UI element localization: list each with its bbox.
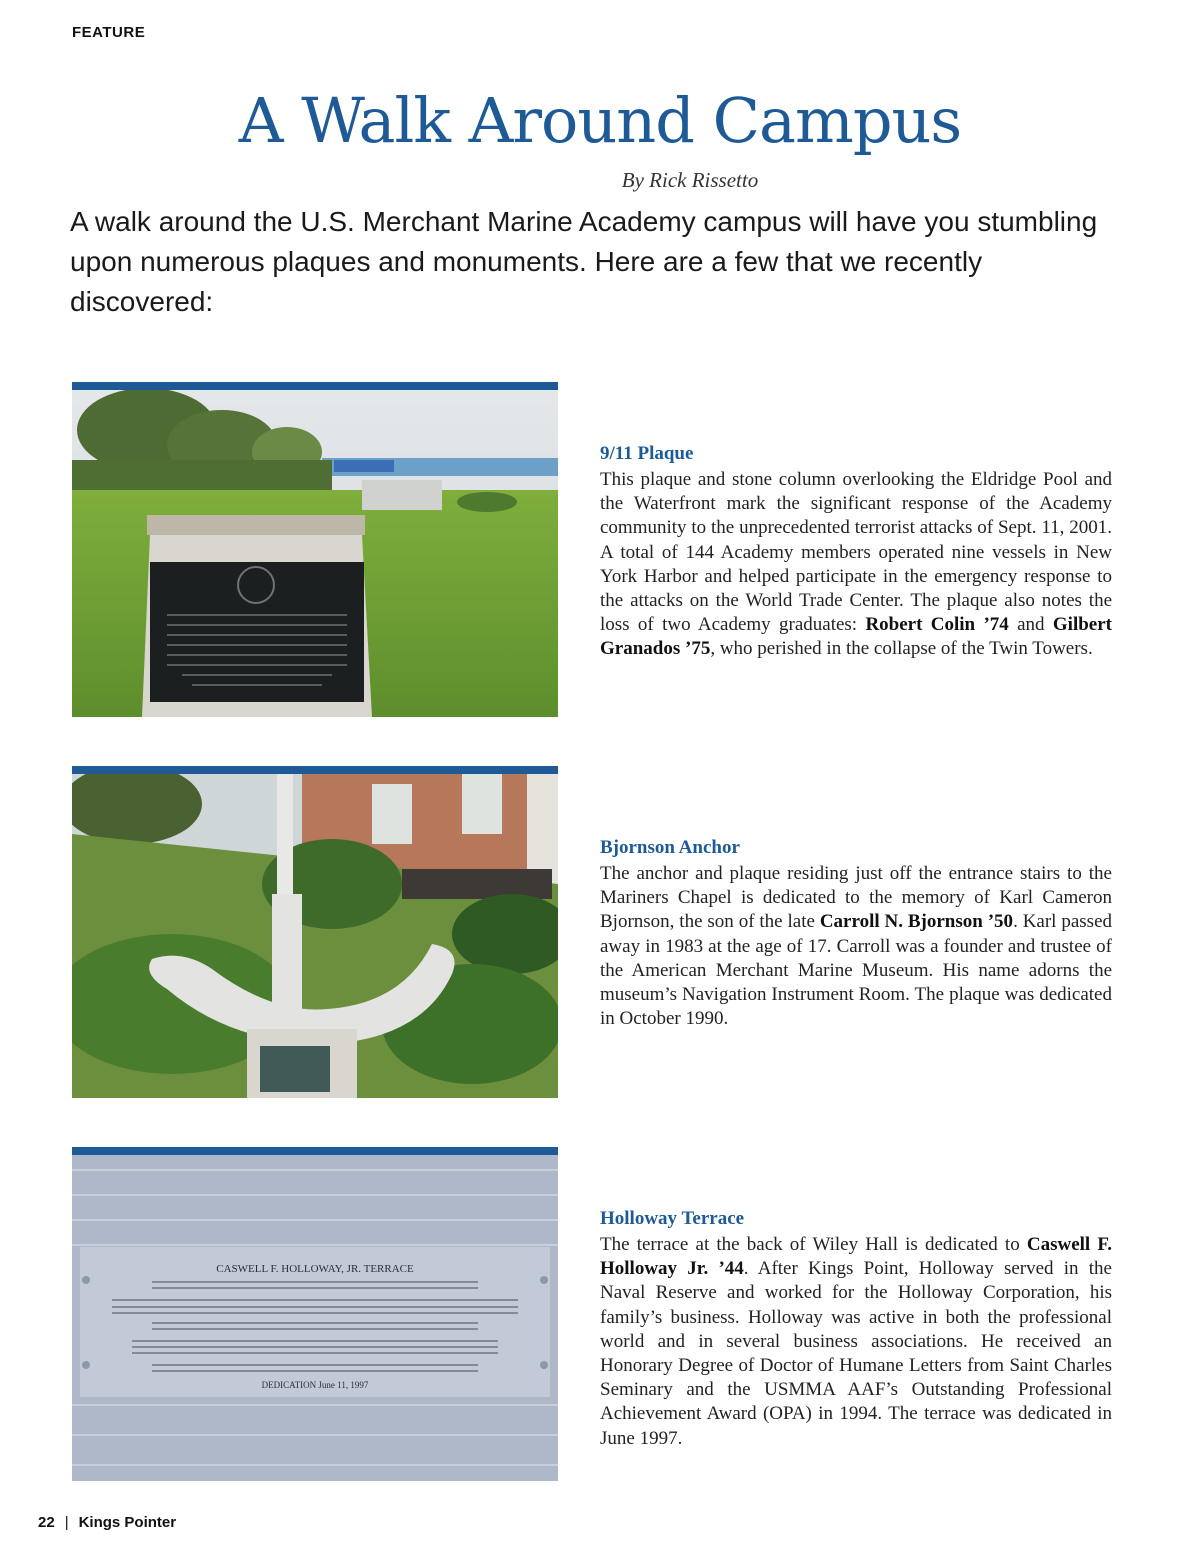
photo-holloway-terrace bbox=[72, 1147, 558, 1481]
entry-text: The terrace at the back of Wiley Hall is dedicated to Caswell F. Holloway Jr. ’44. After Kings Point, Holloway served in the Naval Reserve and worked for the Holloway Corporation, his family’s business. Holloway was active in both the professional world and in several business associations. He received an Honorary Degree of Doctor of Humane Letters from Saint Charles Seminary and the USMMA AAF’s Outstanding Professional Achievement Award (OPA) in 1994. The terrace was dedicated in June 1997. bbox=[600, 1234, 1112, 1449]
article-title: A Walk Around Campus bbox=[238, 84, 962, 157]
entry-title: Bjornson Anchor bbox=[600, 837, 740, 858]
footer-separator: | bbox=[64, 1514, 69, 1531]
plaque-heading: CASWELL F. HOLLOWAY, JR. TERRACE bbox=[216, 1263, 414, 1275]
entry-text: The anchor and plaque residing just off the entrance stairs to the Mariners Chapel is dedicated to the memory of Karl Cameron Bjornson, the son of the late Carroll N. Bjornson ’50. Karl passed away in 1983 at the age of 17. Carroll was a founder and trustee of the American Merchant Marine Museum. His name adorns the museum’s Navigation Instrument Room. The plaque was dedicated in October 1990. bbox=[600, 863, 1113, 1030]
entry-holloway-terrace bbox=[600, 1207, 1112, 1451]
entry-bjornson-anchor bbox=[600, 836, 1112, 1031]
page-footer bbox=[38, 1514, 176, 1531]
graduate-name: Carroll N. Bjornson ’50 bbox=[819, 911, 1014, 933]
photo-911-plaque bbox=[72, 382, 558, 717]
graduate-name: Gilbert Granados ’75 bbox=[600, 614, 1113, 660]
entry-911-plaque bbox=[600, 442, 1112, 662]
entry-title: 9/11 Plaque bbox=[600, 443, 694, 464]
entry-title: Holloway Terrace bbox=[600, 1208, 745, 1229]
entry-text: This plaque and stone column overlooking the Eldridge Pool and the Waterfront mark the significant response of the Academy community to the unprecedented terrorist attacks of Sept. 11, 2001. A total of 144 Academy members operated nine vessels in New York Harbor and helped participate in the emergency response to the attacks on the World Trade Center. The plaque also notes the loss of two Academy graduates: Robert Colin ’74 and Gilbert Granados ’75, who perished in the collapse of the Twin Towers. bbox=[600, 469, 1113, 660]
intro-paragraph: A walk around the U.S. Merchant Marine Academy campus will have you stumbling upon numerous plaques and monuments. Here are a few that we recently discovered: bbox=[70, 206, 1098, 317]
photo-bjornson-anchor bbox=[72, 766, 558, 1098]
graduate-name: Caswell F. Holloway Jr. ’44 bbox=[600, 1234, 1112, 1280]
plaque-dedication: DEDICATION June 11, 1997 bbox=[261, 1380, 369, 1390]
page-number: 22 bbox=[38, 1514, 55, 1531]
graduate-name: Robert Colin ’74 bbox=[865, 614, 1009, 636]
publication-name: Kings Pointer bbox=[78, 1514, 177, 1531]
byline: By Rick Rissetto bbox=[621, 168, 759, 192]
section-label: FEATURE bbox=[72, 24, 146, 41]
